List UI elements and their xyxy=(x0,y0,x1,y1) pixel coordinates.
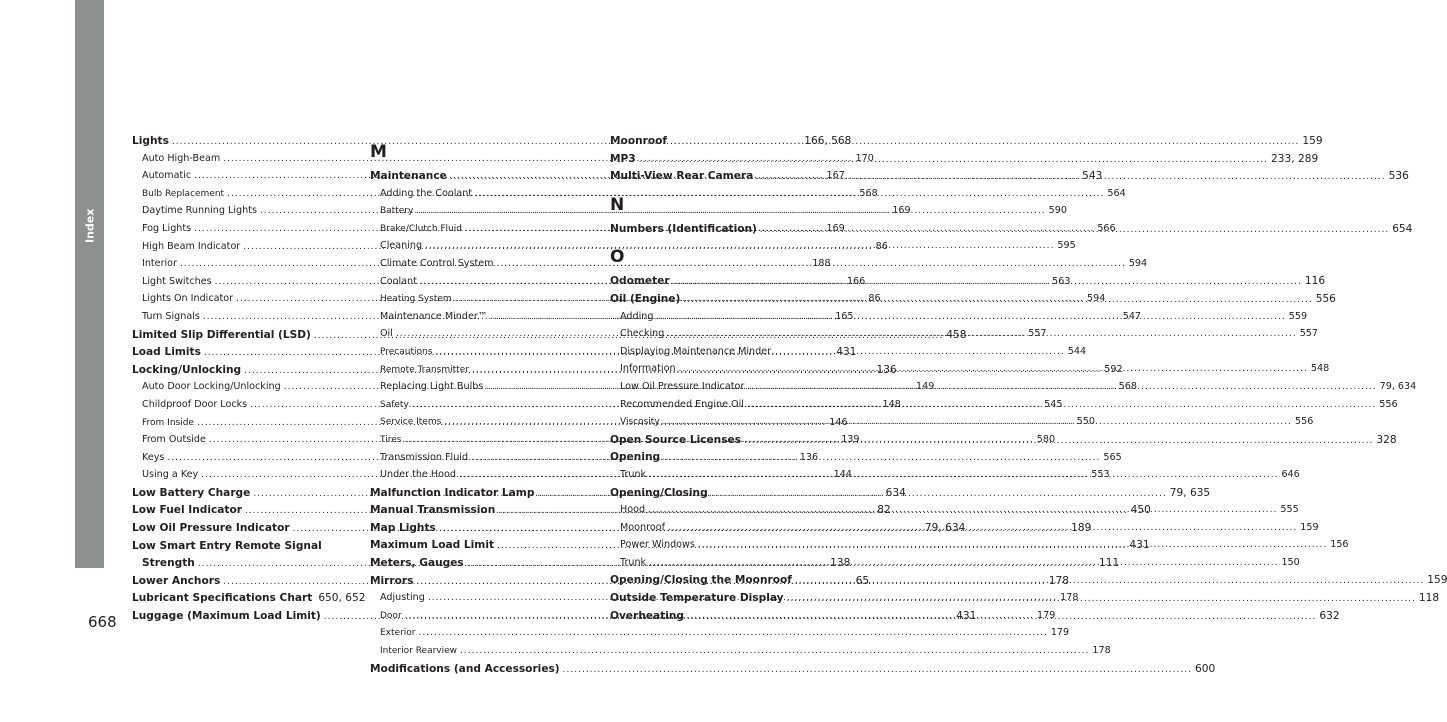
index-subentry[interactable] xyxy=(370,627,1070,645)
entry-page-ref[interactable]: 167 xyxy=(826,170,845,182)
entry-term: Maintenance Minder™ xyxy=(380,310,488,322)
entry-term: Lights xyxy=(132,135,169,147)
entry-page-ref[interactable]: 450 xyxy=(1130,504,1151,517)
entry-page-ref[interactable]: 580 xyxy=(1036,433,1056,445)
entry-term: Daytime Running Lights xyxy=(142,205,257,217)
entry-page-ref[interactable]: 136 xyxy=(876,363,897,376)
entry-term: Modifications (and Accessories) xyxy=(370,662,560,675)
entry-term: Opening/Closing the Moonroof xyxy=(610,574,792,587)
index-tab-label: Index xyxy=(83,208,97,244)
entry-term: Exterior xyxy=(380,628,416,639)
entry-page-ref[interactable]: 139 xyxy=(841,434,860,446)
entry-page-ref[interactable]: 189 xyxy=(1071,521,1092,534)
dot-leader xyxy=(756,172,1385,182)
entry-page-ref[interactable]: 86 xyxy=(875,240,888,252)
entry-page-ref[interactable]: 556 xyxy=(1294,416,1314,428)
entry-term: Lubricant Specifications Chart xyxy=(132,592,313,605)
entry-page-ref[interactable]: 634 xyxy=(885,486,906,499)
entry-term: MP3 xyxy=(610,152,636,165)
entry-page-ref[interactable]: 563 xyxy=(1052,275,1071,287)
entry-term: Hood xyxy=(620,504,646,516)
entry-term: Auto High-Beam xyxy=(142,152,221,164)
entry-page-ref[interactable]: 79, 634 xyxy=(924,522,966,535)
entry-page-ref[interactable]: 169 xyxy=(892,205,911,217)
entry-page-ref[interactable]: 544 xyxy=(1067,345,1087,357)
dot-leader xyxy=(649,470,1278,480)
entry-term: Strength xyxy=(142,557,195,570)
entry-page-ref[interactable]: 545 xyxy=(1044,398,1063,410)
entry-page-ref[interactable]: 566 xyxy=(1097,222,1116,234)
entry-term: Auto Door Locking/Unlocking xyxy=(142,381,281,393)
index-heading: Opening/Closing xyxy=(610,486,708,499)
entry-term: Interior xyxy=(142,258,177,270)
entry-page-ref[interactable]: 79, 634 xyxy=(1379,380,1417,392)
entry-term: Childproof Door Locks xyxy=(142,398,248,410)
entry-term: Cleaning xyxy=(380,240,423,252)
entry-page-ref[interactable]: 146 xyxy=(829,416,848,428)
dot-leader xyxy=(639,152,1268,165)
dot-leader xyxy=(648,505,1277,515)
dot-leader xyxy=(460,646,1089,656)
entry-page-ref[interactable]: 595 xyxy=(1057,240,1076,252)
entry-page-ref[interactable]: 632 xyxy=(1319,609,1340,622)
entry-term: Fog Lights xyxy=(142,222,192,234)
entry-page-ref[interactable]: 557 xyxy=(1299,328,1318,340)
entry-term: Heating System xyxy=(380,294,452,305)
entry-term: Adding xyxy=(620,310,654,322)
entry-term: Climate Control System xyxy=(380,257,494,269)
entry-term: Service Items xyxy=(380,417,442,428)
dot-leader xyxy=(795,576,1424,586)
entry-term: Overheating xyxy=(610,609,685,622)
entry-page-ref[interactable]: 79, 635 xyxy=(1169,486,1211,499)
dot-leader xyxy=(656,312,1285,322)
index-entry[interactable] xyxy=(610,135,1323,153)
entry-term: Remote Transmitter xyxy=(380,364,469,375)
entry-term: Low Oil Pressure Indicator xyxy=(132,522,290,535)
index-heading: Opening xyxy=(610,451,661,464)
entry-term: Mirrors xyxy=(370,574,414,587)
entry-page-ref[interactable]: 559 xyxy=(1288,310,1308,322)
section-letter: N xyxy=(610,194,625,215)
dot-leader xyxy=(649,558,1278,568)
entry-page-ref[interactable]: 150 xyxy=(1281,556,1300,568)
entry-term: Load Limits xyxy=(132,346,201,359)
entry-page-ref[interactable]: 555 xyxy=(1280,504,1299,516)
entry-page-ref[interactable]: 118 xyxy=(1418,592,1440,605)
entry-term: Maintenance xyxy=(370,170,447,182)
dot-leader xyxy=(563,665,1192,675)
entry-page-ref[interactable]: 592 xyxy=(1104,363,1123,375)
entry-term: Replacing Light Bulbs xyxy=(380,381,484,393)
entry-page-ref[interactable]: 536 xyxy=(1388,170,1409,183)
entry-term: Adjusting xyxy=(380,592,425,604)
entry-page-ref[interactable]: 144 xyxy=(833,469,852,481)
entry-page-ref[interactable]: 431 xyxy=(836,346,857,359)
entry-term: Multi-View Rear Camera xyxy=(610,170,754,183)
dot-leader xyxy=(787,594,1416,604)
entry-term: Automatic xyxy=(142,170,192,182)
entry-term: Outside Temperature Display xyxy=(610,592,784,605)
dot-leader xyxy=(668,523,1297,533)
entry-page-ref[interactable]: 188 xyxy=(812,258,831,270)
entry-term: Manual Transmission xyxy=(370,504,496,517)
entry-page-ref[interactable]: 556 xyxy=(1315,292,1336,305)
entry-page-ref[interactable]: 159 xyxy=(1300,521,1319,533)
entry-term: Precautions xyxy=(380,346,433,357)
section-letter: M xyxy=(370,142,387,162)
entry-term: Battery xyxy=(380,206,414,217)
entry-page-ref[interactable]: 159 xyxy=(1427,574,1447,587)
entry-page-ref[interactable]: 170 xyxy=(855,152,874,164)
entry-page-ref[interactable]: 233, 289 xyxy=(1271,152,1319,165)
entry-page-ref[interactable]: 431 xyxy=(1129,539,1150,552)
entry-term: Trunk xyxy=(620,468,647,480)
entry-page-ref[interactable]: 543 xyxy=(1082,170,1103,182)
entry-page-ref[interactable]: 138 xyxy=(830,557,851,570)
entry-term: Lights On Indicator xyxy=(142,293,234,305)
entry-term: Viscosity xyxy=(620,417,660,428)
entry-page-ref[interactable]: 111 xyxy=(1099,557,1120,570)
page-number: 668 xyxy=(88,613,117,631)
entry-term: Maximum Load Limit xyxy=(370,539,495,552)
entry-term: Interior Rearview xyxy=(380,646,458,657)
entry-page-ref[interactable]: 166, 568 xyxy=(804,135,852,147)
entry-term: Checking xyxy=(620,328,665,340)
entry-page-ref[interactable]: 650, 652 xyxy=(318,592,366,605)
entry-page-ref[interactable]: 547 xyxy=(1122,310,1142,322)
entry-page-ref[interactable]: 548 xyxy=(1310,363,1330,375)
entry-term: Using a Key xyxy=(142,469,199,481)
entry-term: Keys xyxy=(142,451,165,463)
index-subentry[interactable] xyxy=(370,645,1111,663)
entry-page-ref[interactable]: 594 xyxy=(1128,257,1148,269)
entry-page-ref[interactable]: 646 xyxy=(1281,468,1300,480)
entry-page-ref[interactable]: 565 xyxy=(1103,451,1122,463)
dot-leader xyxy=(747,400,1376,410)
dot-leader xyxy=(673,277,1302,287)
entry-term: Oil xyxy=(380,328,393,340)
entry-page-ref[interactable]: 156 xyxy=(1330,539,1349,551)
entry-term: Brake/Clutch Fluid xyxy=(380,223,462,234)
index-heading: Low Smart Entry Remote Signal xyxy=(132,539,322,552)
entry-page-ref[interactable]: 136 xyxy=(799,451,819,463)
dot-leader xyxy=(663,417,1292,427)
dot-leader xyxy=(683,295,1312,305)
entry-term: Low Fuel Indicator xyxy=(132,504,242,517)
entry-term: Open Source Licenses xyxy=(610,433,742,446)
entry-page-ref[interactable]: 594 xyxy=(1087,293,1106,305)
index-entry[interactable] xyxy=(370,662,1216,681)
entry-page-ref[interactable]: 179 xyxy=(1036,609,1056,621)
entry-term: From Inside xyxy=(142,417,194,428)
dot-leader xyxy=(679,364,1308,374)
entry-page-ref[interactable]: 159 xyxy=(1302,135,1323,147)
entry-term: Low Battery Charge xyxy=(132,486,251,499)
entry-term: Power Windows xyxy=(620,539,695,551)
entry-term: Meters, Gauges xyxy=(370,557,464,570)
entry-term: Oil (Engine) xyxy=(610,292,681,305)
entry-term: Adding the Coolant xyxy=(380,187,473,199)
entry-page-ref[interactable]: 556 xyxy=(1379,398,1398,410)
dot-leader xyxy=(419,628,1048,638)
index-tab xyxy=(75,0,104,568)
entry-page-ref[interactable]: 86 xyxy=(868,293,881,305)
dot-leader xyxy=(667,329,1296,339)
entry-page-ref[interactable]: 166 xyxy=(846,275,866,287)
entry-page-ref[interactable]: 179 xyxy=(1050,627,1070,639)
entry-page-ref[interactable]: 600 xyxy=(1194,662,1216,675)
entry-page-ref[interactable]: 116 xyxy=(1304,275,1326,288)
entry-term: Transmission Fluid xyxy=(380,451,469,463)
entry-page-ref[interactable]: 564 xyxy=(1107,187,1126,199)
dot-leader xyxy=(670,137,1299,147)
entry-term: Luggage (Maximum Load Limit) xyxy=(132,610,321,623)
entry-page-ref[interactable]: 82 xyxy=(877,504,891,517)
entry-term: Moonroof xyxy=(620,521,665,533)
entry-page-ref[interactable]: 165 xyxy=(835,310,854,322)
entry-term: Recommended Engine Oil xyxy=(620,398,744,410)
entry-term: Under the Hood xyxy=(380,469,456,481)
entry-term: Safety xyxy=(380,399,409,410)
entry-term: Trunk xyxy=(620,556,647,568)
entry-page-ref[interactable]: 654 xyxy=(1392,222,1413,235)
entry-page-ref[interactable]: 65 xyxy=(855,574,870,587)
entry-page-ref[interactable]: 458 xyxy=(946,328,967,341)
entry-page-ref[interactable]: 169 xyxy=(826,222,845,234)
entry-term: High Beam Indicator xyxy=(142,240,241,252)
section-letter: O xyxy=(610,247,625,268)
entry-term: Map Lights xyxy=(370,521,436,534)
entry-page-ref[interactable]: 553 xyxy=(1091,469,1110,481)
entry-page-ref[interactable]: 568 xyxy=(859,187,878,199)
entry-term: Limited Slip Differential (LSD) xyxy=(132,328,311,341)
entry-page-ref[interactable]: 550 xyxy=(1076,416,1095,428)
entry-term: Turn Signals xyxy=(142,310,200,322)
entry-page-ref[interactable]: 178 xyxy=(1048,574,1069,587)
entry-page-ref[interactable]: 590 xyxy=(1048,205,1067,217)
entry-term: Light Switches xyxy=(142,275,212,287)
entry-term: Numbers (Identification) xyxy=(610,222,757,235)
entry-term: Locking/Unlocking xyxy=(132,363,242,376)
entry-page-ref[interactable]: 148 xyxy=(882,398,901,410)
entry-page-ref[interactable]: 149 xyxy=(916,381,935,393)
entry-term: Tires xyxy=(380,434,402,445)
entry-term: Low Oil Pressure Indicator xyxy=(620,380,745,392)
dot-leader xyxy=(760,222,1389,235)
entry-page-ref[interactable]: 557 xyxy=(1028,328,1047,340)
entry-term: Moonroof xyxy=(610,135,668,147)
entry-term: Odometer xyxy=(610,275,670,288)
entry-term: Lower Anchors xyxy=(132,574,221,587)
entry-page-ref[interactable]: 328 xyxy=(1376,433,1397,446)
index-heading: Displaying Maintenance Minder xyxy=(620,345,772,357)
dot-leader xyxy=(687,609,1316,622)
entry-term: Bulb Replacement xyxy=(142,188,225,199)
entry-page-ref[interactable]: 568 xyxy=(1118,381,1137,393)
dot-leader xyxy=(744,433,1373,446)
dot-leader xyxy=(698,540,1327,550)
entry-term: Information xyxy=(620,363,676,375)
entry-page-ref[interactable]: 178 xyxy=(1092,645,1111,657)
entry-page-ref[interactable]: 178 xyxy=(1060,592,1079,604)
entry-page-ref[interactable]: 431 xyxy=(956,610,977,623)
entry-term: Coolant xyxy=(380,275,417,287)
entry-term: Door xyxy=(380,610,402,621)
dot-leader xyxy=(747,382,1376,392)
entry-term: Malfunction Indicator Lamp xyxy=(370,486,535,499)
index-entry[interactable] xyxy=(132,592,366,610)
entry-term: From Outside xyxy=(142,434,206,446)
